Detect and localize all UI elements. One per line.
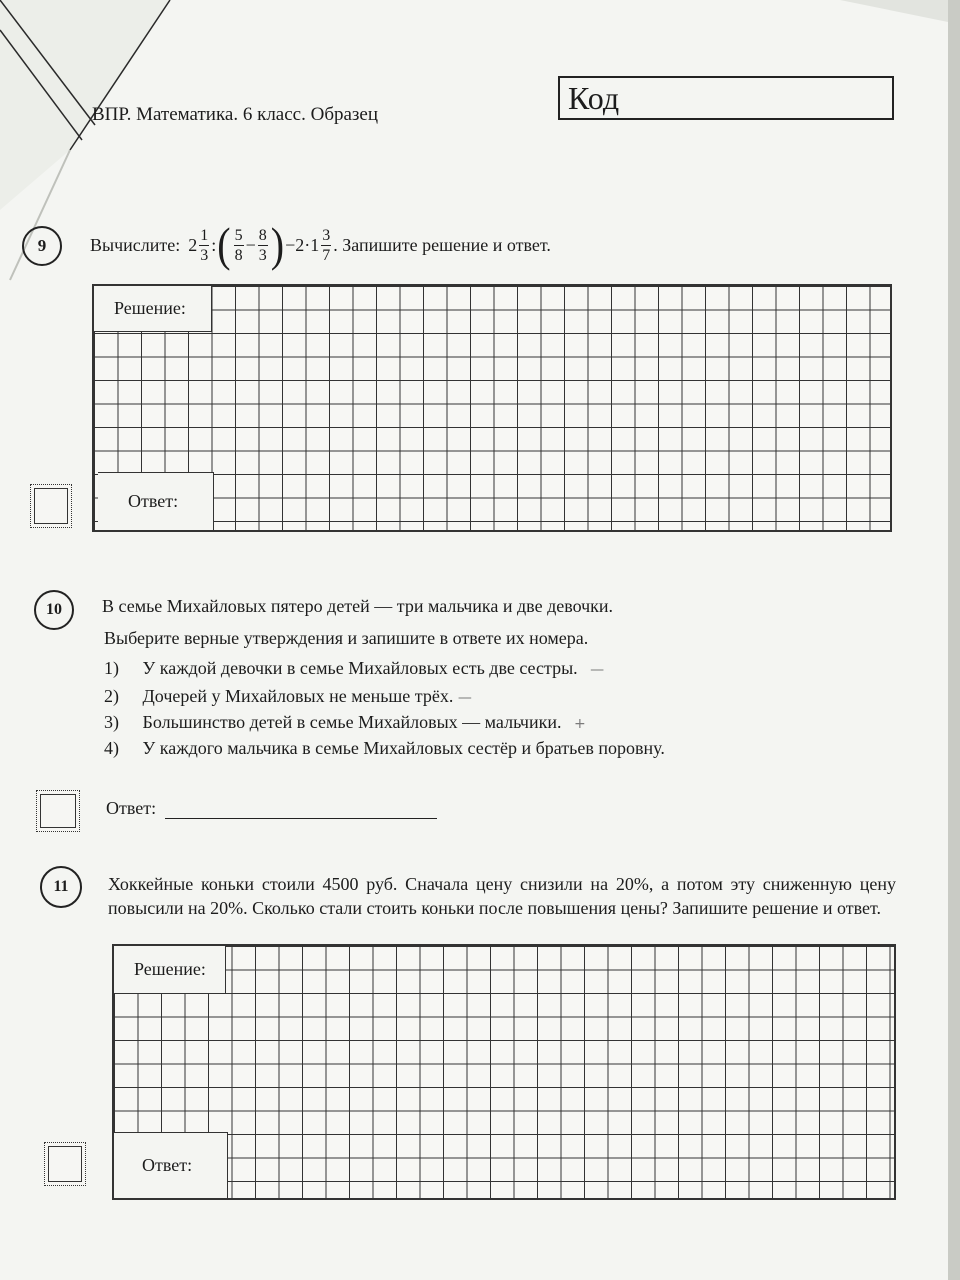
task9-prompt: Вычислите: <box>90 234 181 255</box>
option-number: 3) <box>104 712 119 732</box>
code-label: Код <box>568 80 620 116</box>
fraction-4-denominator: 7 <box>322 246 331 264</box>
task9-answer-label: Ответ: <box>98 472 214 530</box>
fraction-1-denominator: 3 <box>200 246 209 264</box>
fraction-1-numerator: 1 <box>200 226 209 244</box>
option-number: 4) <box>104 738 119 758</box>
option-text: Дочерей у Михайловых не меньше трёх. <box>142 686 454 706</box>
task-number-9: 9 <box>22 226 62 266</box>
task10-answer-field[interactable] <box>165 800 437 819</box>
option-number: 1) <box>104 658 119 678</box>
expr-colon: : <box>211 234 217 255</box>
task9-instruction: . Запишите решение и ответ. <box>333 234 551 255</box>
fraction-2 <box>234 226 244 265</box>
task9-solution-label: Решение: <box>94 286 212 332</box>
option-number: 2) <box>104 686 119 706</box>
expr-minus-inner: − <box>245 234 256 255</box>
pencil-mark: + <box>573 716 586 732</box>
task10-option-1 <box>104 658 604 679</box>
option-text: У каждой девочки в семье Михайловых есть две сестры. <box>142 658 578 678</box>
task10-line2: Выберите верные утверждения и запишите в ответе их номера. <box>104 628 589 648</box>
code-field[interactable] <box>558 76 894 120</box>
task9-score-box[interactable] <box>30 484 72 528</box>
right-paren: ) <box>270 217 285 272</box>
task10-answer-label: Ответ: <box>106 798 157 818</box>
task11-solution-label: Решение: <box>114 946 226 994</box>
expr-whole-1: 2 <box>188 234 198 255</box>
task10-answer-row <box>106 798 437 819</box>
task11-score-box[interactable] <box>44 1142 86 1186</box>
task11-text: Хоккейные коньки стоили 4500 руб. Сначала цену снизили на 20%, а потом эту сниженную цену повысили на 20%. Сколько стали стоить коньки после повышения цены? Запишите решение и ответ. <box>108 874 896 918</box>
fraction-1 <box>199 226 209 265</box>
fraction-4 <box>321 226 331 265</box>
task-number-10: 10 <box>34 590 74 630</box>
page-title: ВПР. Математика. 6 класс. Образец <box>92 104 379 125</box>
task10-option-2 <box>104 686 472 707</box>
task-number-11: 11 <box>40 866 82 908</box>
task11-solution-grid[interactable] <box>112 944 896 1200</box>
left-paren: ( <box>217 217 231 272</box>
fraction-3-denominator: 3 <box>258 246 267 264</box>
task9-expression <box>90 218 551 272</box>
option-text: Большинство детей в семье Михайловых — мальчики. <box>142 712 562 732</box>
fraction-2-numerator: 5 <box>234 226 243 244</box>
fraction-2-denominator: 8 <box>234 246 243 264</box>
pencil-mark: — <box>590 662 605 678</box>
task10-line1: В семье Михайловых пятеро детей — три мальчика и две девочки. <box>102 596 614 616</box>
fraction-3-numerator: 8 <box>258 226 267 244</box>
task11-answer-label: Ответ: <box>114 1132 228 1198</box>
task10-score-box[interactable] <box>36 790 80 832</box>
task10-option-3 <box>104 712 586 733</box>
option-text: У каждого мальчика в семье Михайловых сестёр и братьев поровну. <box>142 738 665 758</box>
fraction-4-numerator: 3 <box>322 226 331 244</box>
fraction-3 <box>258 226 268 265</box>
expr-tail: −2·1 <box>285 234 320 255</box>
task10-option-4 <box>104 738 665 759</box>
pencil-mark: — <box>457 690 472 706</box>
